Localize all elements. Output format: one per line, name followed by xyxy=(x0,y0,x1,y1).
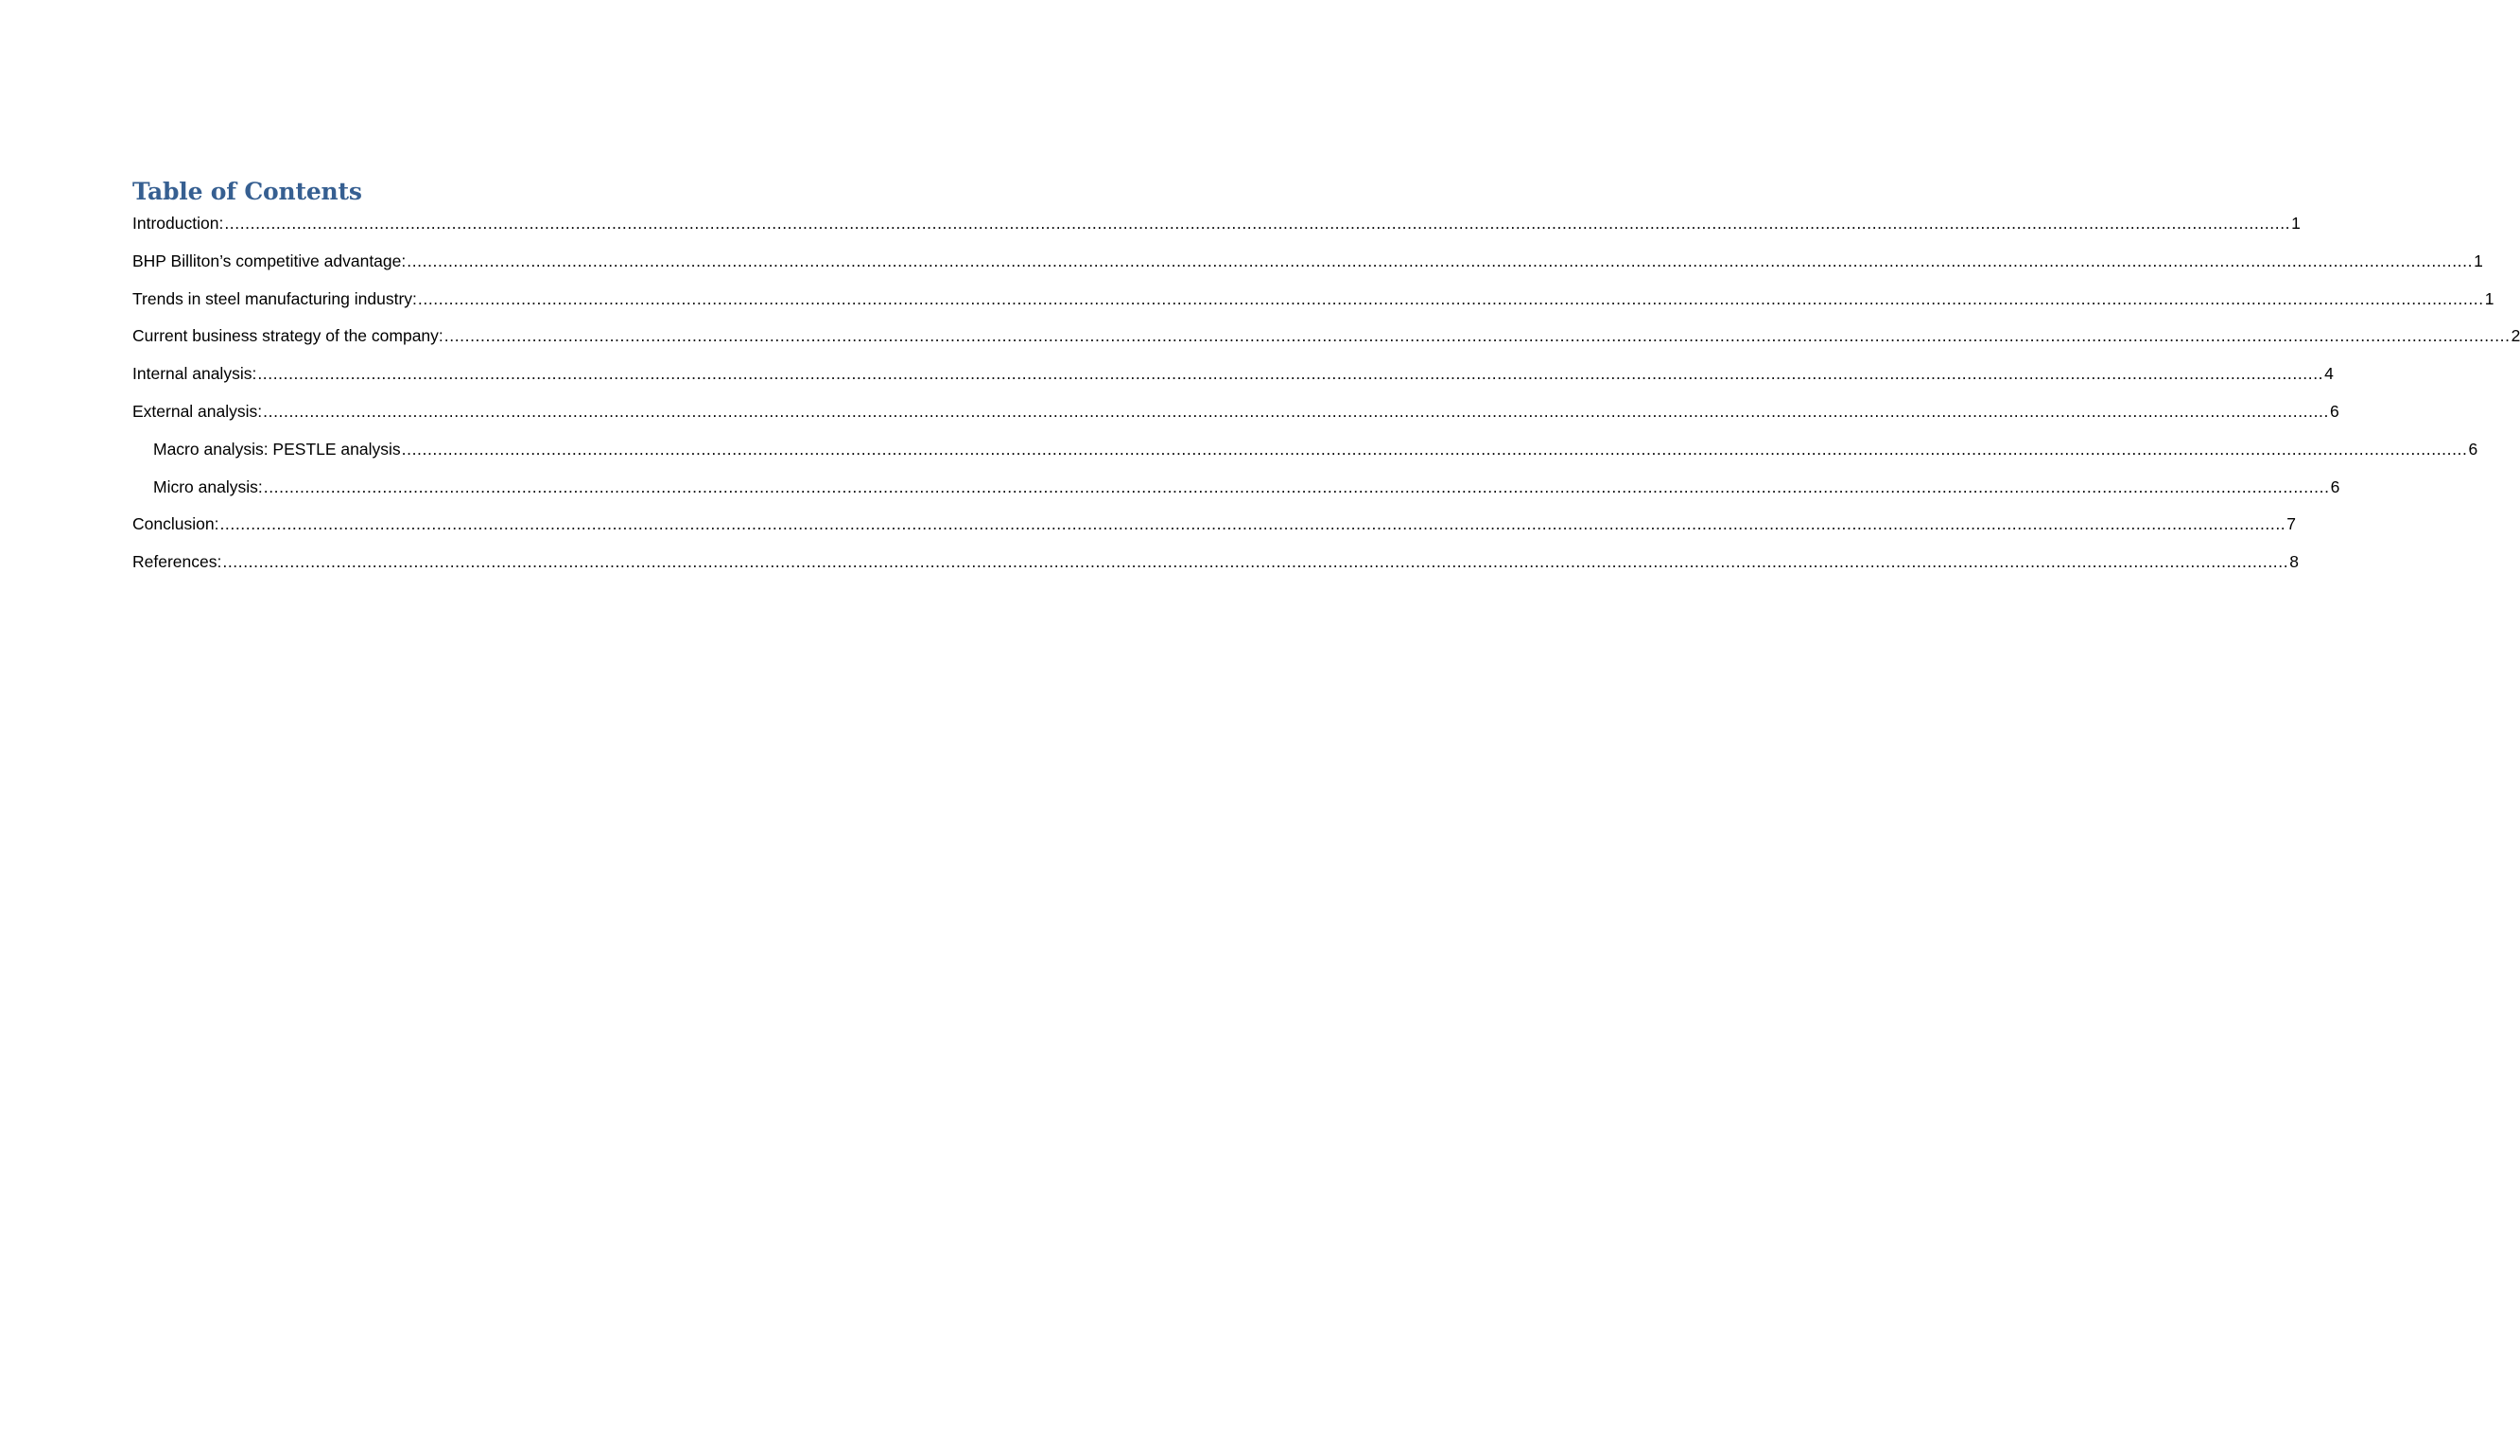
toc-list xyxy=(132,212,2520,588)
toc-entry-page-number: 6 xyxy=(2330,477,2340,496)
toc-dot-leader: ................................................................................................................................................................................................................................................................................................................................................................................................................ xyxy=(263,401,2329,421)
toc-entry-page-number: 8 xyxy=(2289,552,2299,572)
toc-dot-leader: ................................................................................................................................................................................................................................................................................................................................................................................................................ xyxy=(219,514,2286,534)
toc-entry[interactable] xyxy=(132,212,2301,250)
toc-entry-page-number: 6 xyxy=(2329,401,2339,421)
toc-entry[interactable] xyxy=(132,550,2299,588)
toc-entry[interactable] xyxy=(132,400,2339,438)
toc-dot-leader: ................................................................................................................................................................................................................................................................................................................................................................................................................ xyxy=(224,214,2291,233)
toc-entry-label: Internal analysis: xyxy=(132,364,257,384)
toc-entry[interactable] xyxy=(132,476,2340,513)
toc-entry-page-number: 1 xyxy=(2474,251,2483,270)
toc-entry[interactable] xyxy=(132,362,2334,400)
toc-entry[interactable] xyxy=(132,250,2483,287)
toc-entry-page-number: 6 xyxy=(2468,439,2478,459)
toc-entry-label: Current business strategy of the company: xyxy=(132,326,443,346)
toc-entry[interactable] xyxy=(132,324,2520,362)
toc-entry-label: External analysis: xyxy=(132,401,263,421)
toc-entry-page-number: 2 xyxy=(2511,326,2520,346)
toc-entry[interactable] xyxy=(132,287,2494,325)
toc-entry-label: Macro analysis: PESTLE analysis xyxy=(153,439,401,459)
toc-entry-page-number: 4 xyxy=(2324,364,2334,384)
toc-dot-leader: ................................................................................................................................................................................................................................................................................................................................................................................................................ xyxy=(407,251,2474,270)
toc-entry-label: Trends in steel manufacturing industry: xyxy=(132,288,417,308)
toc-dot-leader: ................................................................................................................................................................................................................................................................................................................................................................................................................ xyxy=(257,364,2324,384)
toc-dot-leader: ................................................................................................................................................................................................................................................................................................................................................................................................................ xyxy=(401,439,2468,459)
toc-dot-leader: ................................................................................................................................................................................................................................................................................................................................................................................................................ xyxy=(263,477,2330,496)
toc-dot-leader: ................................................................................................................................................................................................................................................................................................................................................................................................................ xyxy=(417,288,2484,308)
toc-entry-label: Introduction: xyxy=(132,214,224,233)
table-of-contents xyxy=(132,176,2520,588)
toc-entry-label: Conclusion: xyxy=(132,514,219,534)
toc-entry-label: Micro analysis: xyxy=(153,477,263,496)
toc-entry[interactable] xyxy=(132,512,2297,550)
toc-dot-leader: ................................................................................................................................................................................................................................................................................................................................................................................................................ xyxy=(222,552,2289,572)
toc-dot-leader: ................................................................................................................................................................................................................................................................................................................................................................................................................ xyxy=(443,326,2511,346)
toc-entry-page-number: 7 xyxy=(2286,514,2297,534)
toc-entry-page-number: 1 xyxy=(2484,288,2494,308)
toc-entry-page-number: 1 xyxy=(2291,214,2301,233)
toc-title: Table of Contents xyxy=(132,178,362,205)
toc-entry-label: References: xyxy=(132,552,222,572)
toc-entry[interactable] xyxy=(132,438,2478,476)
toc-entry-label: BHP Billiton’s competitive advantage: xyxy=(132,251,407,270)
